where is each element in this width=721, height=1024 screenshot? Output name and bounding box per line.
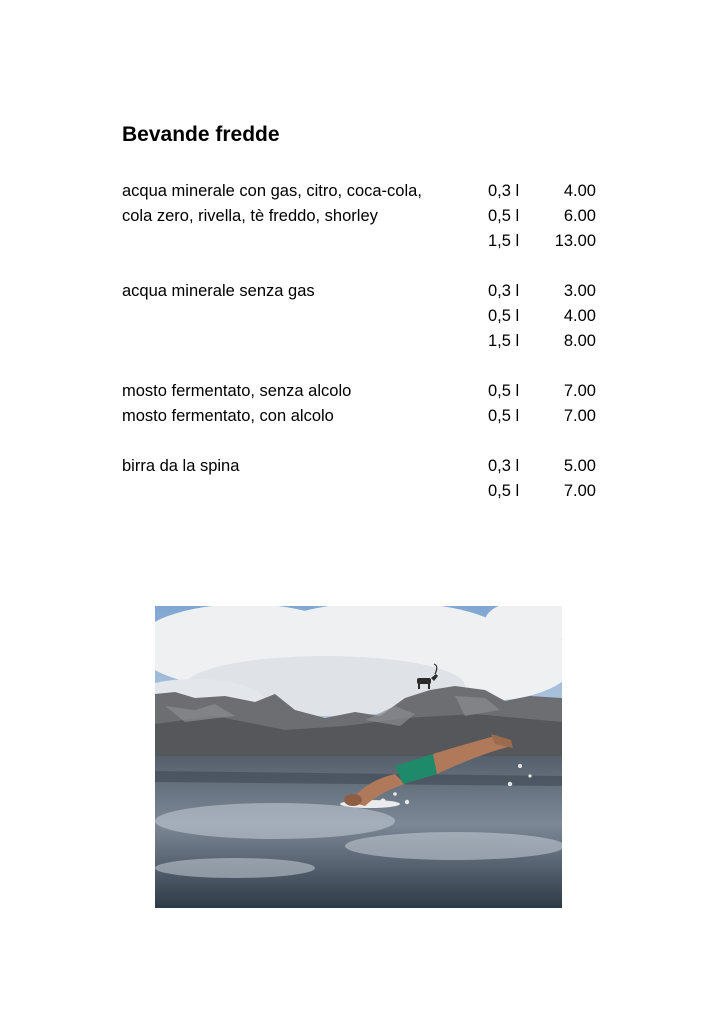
drink-name: acqua minerale senza gas [122, 282, 315, 300]
drink-price: 6.00 [563, 207, 596, 225]
drink-name: mosto fermentato, con alcolo [122, 407, 334, 425]
drink-name: cola zero, rivella, tè freddo, shorley [122, 207, 378, 225]
menu-row [122, 204, 602, 229]
drink-price: 13.00 [554, 232, 596, 250]
drink-name: birra da la spina [122, 457, 240, 475]
menu-row [122, 329, 602, 354]
drink-size: 0,5 l [488, 307, 520, 325]
drink-price: 8.00 [563, 332, 596, 350]
drink-size: 0,5 l [488, 482, 520, 500]
menu-row [122, 404, 602, 429]
drinks-menu [122, 179, 602, 504]
drink-size: 0,5 l [488, 382, 520, 400]
group-spacer [122, 354, 602, 379]
menu-row [122, 229, 602, 254]
drink-price: 4.00 [563, 307, 596, 325]
drink-price: 7.00 [563, 482, 596, 500]
photo-illustration [155, 606, 562, 908]
drink-size: 0,5 l [488, 207, 520, 225]
drink-size: 1,5 l [488, 332, 520, 350]
drink-size: 1,5 l [488, 232, 520, 250]
page-title: Bevande fredde [122, 123, 280, 146]
drink-price: 4.00 [563, 182, 596, 200]
drink-price: 3.00 [563, 282, 596, 300]
drink-price: 5.00 [563, 457, 596, 475]
drink-name: acqua minerale con gas, citro, coca-cola, [122, 182, 422, 200]
menu-row [122, 479, 602, 504]
lake-dive-photo [155, 606, 562, 908]
drink-name: mosto fermentato, senza alcolo [122, 382, 352, 400]
drink-size: 0,3 l [488, 282, 520, 300]
drink-size: 0,5 l [488, 407, 520, 425]
group-spacer [122, 429, 602, 454]
drink-price: 7.00 [563, 382, 596, 400]
drink-size: 0,3 l [488, 457, 520, 475]
menu-row [122, 179, 602, 204]
menu-row [122, 279, 602, 304]
menu-row [122, 304, 602, 329]
menu-row [122, 379, 602, 404]
drink-price: 7.00 [563, 407, 596, 425]
drink-size: 0,3 l [488, 182, 520, 200]
menu-row [122, 454, 602, 479]
group-spacer [122, 254, 602, 279]
